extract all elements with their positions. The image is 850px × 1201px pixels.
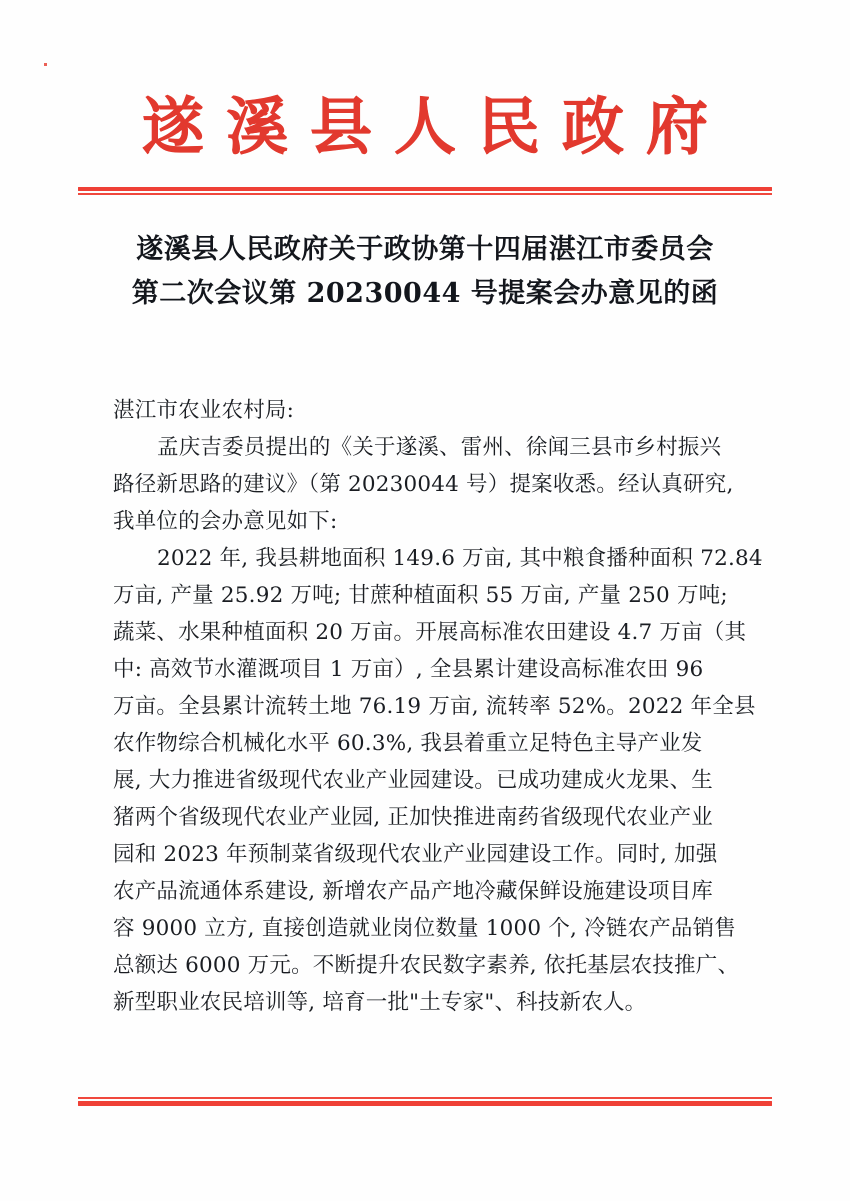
rule-bar-thin	[78, 193, 772, 195]
body-line: 中: 高效节水灌溉项目 1 万亩）, 全县累计建设高标准农田 96	[113, 657, 704, 682]
body-line: 园和 2023 年预制菜省级现代农业产业园建设工作。同时, 加强	[113, 842, 718, 867]
body-line: 万亩, 产量 25.92 万吨; 甘蔗种植面积 55 万亩, 产量 250 万吨;	[113, 583, 728, 608]
salutation: 湛江市农业农村局:	[113, 398, 295, 423]
body-line: 展, 大力推进省级现代农业产业园建设。已成功建成火龙果、生	[113, 768, 713, 793]
footer-rule	[78, 1097, 772, 1106]
body-line: 蔬菜、水果种植面积 20 万亩。开展高标准农田建设 4.7 万亩（其	[113, 620, 747, 645]
body-line: 农产品流通体系建设, 新增农产品产地冷藏保鲜设施建设项目库	[113, 879, 713, 904]
letterhead-rule	[78, 187, 772, 195]
document-title-line-1: 遂溪县人民政府关于政协第十四届湛江市委员会	[136, 234, 714, 265]
document-body	[113, 392, 763, 1021]
document-title-line-2: 第二次会议第 20230044 号提案会办意见的函	[131, 278, 719, 309]
body-line: 路径新思路的建议》（第 20230044 号）提案收悉。经认真研究,	[113, 472, 734, 497]
body-line: 新型职业农民培训等, 培育一批"土专家"、科技新农人。	[113, 990, 647, 1015]
letterhead-title: 遂溪县人民政府	[141, 90, 730, 163]
body-line: 我单位的会办意见如下:	[113, 509, 338, 534]
body-line: 农作物综合机械化水平 60.3%, 我县着重立足特色主导产业发	[113, 731, 703, 756]
document-title	[75, 228, 775, 316]
scan-artifact-speck	[44, 63, 47, 66]
body-line: 万亩。全县累计流转土地 76.19 万亩, 流转率 52%。2022 年全县	[113, 694, 756, 719]
body-line: 总额达 6000 万元。不断提升农民数字素养, 依托基层农技推广、	[113, 953, 740, 978]
body-line: 猪两个省级现代农业产业园, 正加快推进南药省级现代农业产业	[113, 805, 713, 830]
letterhead	[0, 88, 850, 166]
body-line: 容 9000 立方, 直接创造就业岗位数量 1000 个, 冷链农产品销售	[113, 916, 737, 941]
body-line: 孟庆吉委员提出的《关于遂溪、雷州、徐闻三县市乡村振兴	[157, 435, 722, 460]
body-line: 2022 年, 我县耕地面积 149.6 万亩, 其中粮食播种面积 72.84	[157, 546, 763, 571]
rule-bar-thick	[78, 1101, 772, 1106]
